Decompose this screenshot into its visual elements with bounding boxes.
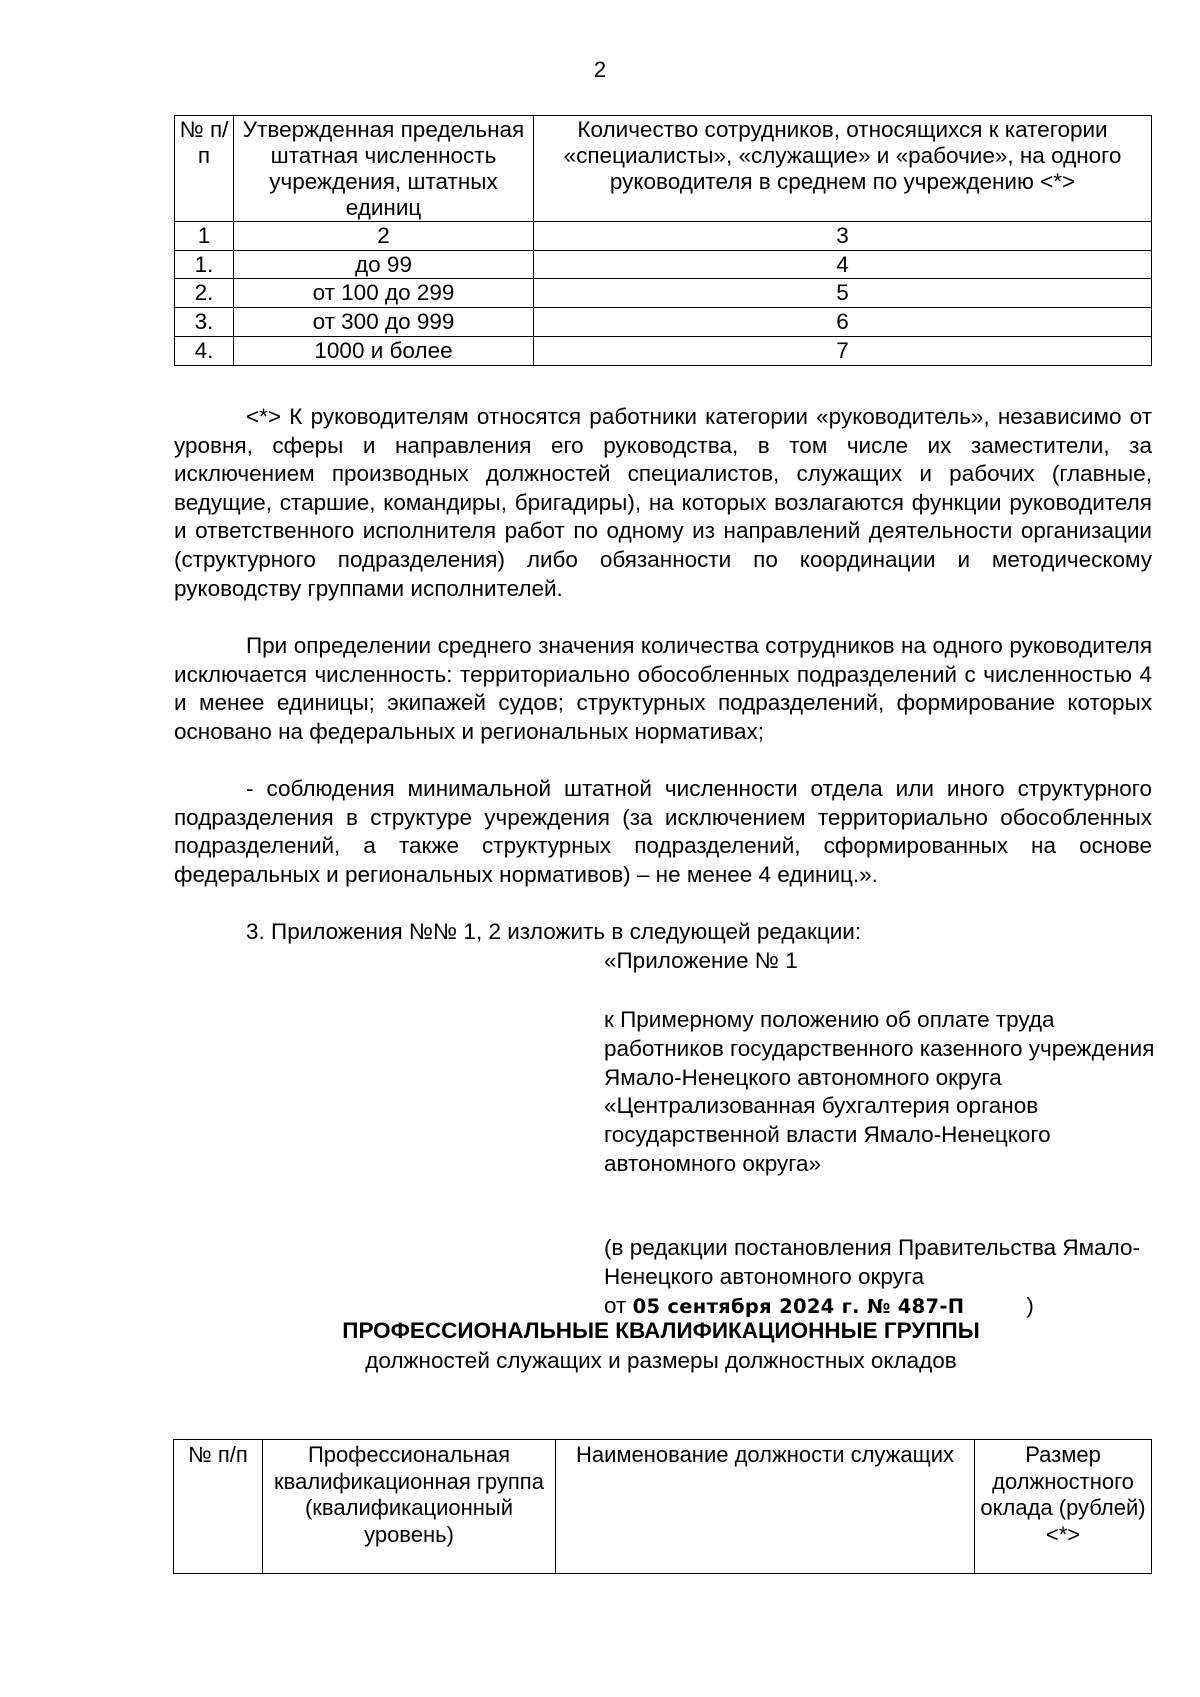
header-salary-size: Размер должностного оклада (рублей)<*> <box>975 1440 1152 1574</box>
table-header-row <box>174 1440 1152 1574</box>
ratio-value: 5 <box>534 279 1152 308</box>
appendix-decree <box>604 1234 1164 1321</box>
row-number: 2. <box>175 279 234 308</box>
staff-range: до 99 <box>234 250 534 279</box>
column-number: 2 <box>234 222 534 251</box>
staff-range: от 100 до 299 <box>234 279 534 308</box>
ratio-value: 6 <box>534 308 1152 337</box>
qualification-groups-table <box>173 1439 1152 1574</box>
section-heading: ПРОФЕССИОНАЛЬНЫЕ КВАЛИФИКАЦИОННЫЕ ГРУППЫ <box>342 1318 980 1343</box>
page-number: 2 <box>593 57 607 82</box>
header-position-name: Наименование должности служащих <box>556 1440 975 1574</box>
staff-range: 1000 и более <box>234 336 534 365</box>
section-subheading: должностей служащих и размеры должностных окладов <box>365 1348 957 1373</box>
closing-paren: ) <box>1026 1292 1034 1318</box>
header-number: № п/п <box>175 116 234 222</box>
table-row <box>175 250 1152 279</box>
ratio-value: 4 <box>534 250 1152 279</box>
header-qualification-group: Профессиональная квалификационная группа (квалификационный уровень) <box>263 1440 556 1574</box>
row-number: 1. <box>175 250 234 279</box>
appendix-title: «Приложение № 1 <box>604 948 798 973</box>
decree-prefix: (в редакции постановления Правительства Ямало-Ненецкого автономного округа <box>604 1235 1140 1289</box>
header-staff-limit: Утвержденная предельная штатная численность учреждения, штатных единиц <box>234 116 534 222</box>
row-number: 4. <box>175 336 234 365</box>
table-header-row <box>175 116 1152 222</box>
staffing-ratio-table <box>174 115 1152 366</box>
staff-range: от 300 до 999 <box>234 308 534 337</box>
appendix-reference: к Примерному положению об оплате труда работников государственного казенного учреждения Ямало-Ненецкого автономного округа «Централизованная бухгалтерия органов государственной власти Ямало-Ненецкого автономного округа» <box>604 1007 1155 1176</box>
table-row <box>175 308 1152 337</box>
column-number-row <box>175 222 1152 251</box>
column-number: 3 <box>534 222 1152 251</box>
column-number: 1 <box>175 222 234 251</box>
date-stamp: 05 сентября 2024 г. № 487-П <box>632 1294 965 1318</box>
table-row <box>175 336 1152 365</box>
minimum-staff-paragraph: - соблюдения минимальной штатной численности отдела или иного структурного подразделения в структуре учреждения (за исключением территориально обособленных подразделений, а также структурных подразделений, сформированных на основе федеральных и региональных нормативов) – не менее 4 единиц.». <box>174 776 1152 887</box>
date-prefix: от <box>604 1292 627 1318</box>
exclusion-paragraph: При определении среднего значения количества сотрудников на одного руководителя исключается численность: территориально обособленных подразделений с численностью 4 и менее единицы; экипажей судов; структурных подразделений, формирование которых основано на федеральных и региональных нормативах; <box>174 633 1152 744</box>
header-number: № п/п <box>174 1440 263 1574</box>
row-number: 3. <box>175 308 234 337</box>
table-row <box>175 279 1152 308</box>
header-employees-per-manager: Количество сотрудников, относящихся к категории «специалисты», «служащие» и «рабочие», на одного руководителя в среднем по учреждению <*> <box>534 116 1152 222</box>
item-3-paragraph: 3. Приложения №№ 1, 2 изложить в следующей редакции: <box>246 919 862 944</box>
footnote-paragraph: <*> К руководителям относятся работники категории «руководитель», независимо от уровня, сферы и направления его руководства, в том числе их заместители, за исключением производных должностей специалистов, служащих и рабочих (главные, ведущие, старшие, командиры, бригадиры), на которых возлагаются функции руководителя и ответственного исполнителя работ по одному из направлений деятельности организации (структурного подразделения) либо обязанности по координации и методическому руководству группами исполнителей. <box>174 404 1152 601</box>
ratio-value: 7 <box>534 336 1152 365</box>
